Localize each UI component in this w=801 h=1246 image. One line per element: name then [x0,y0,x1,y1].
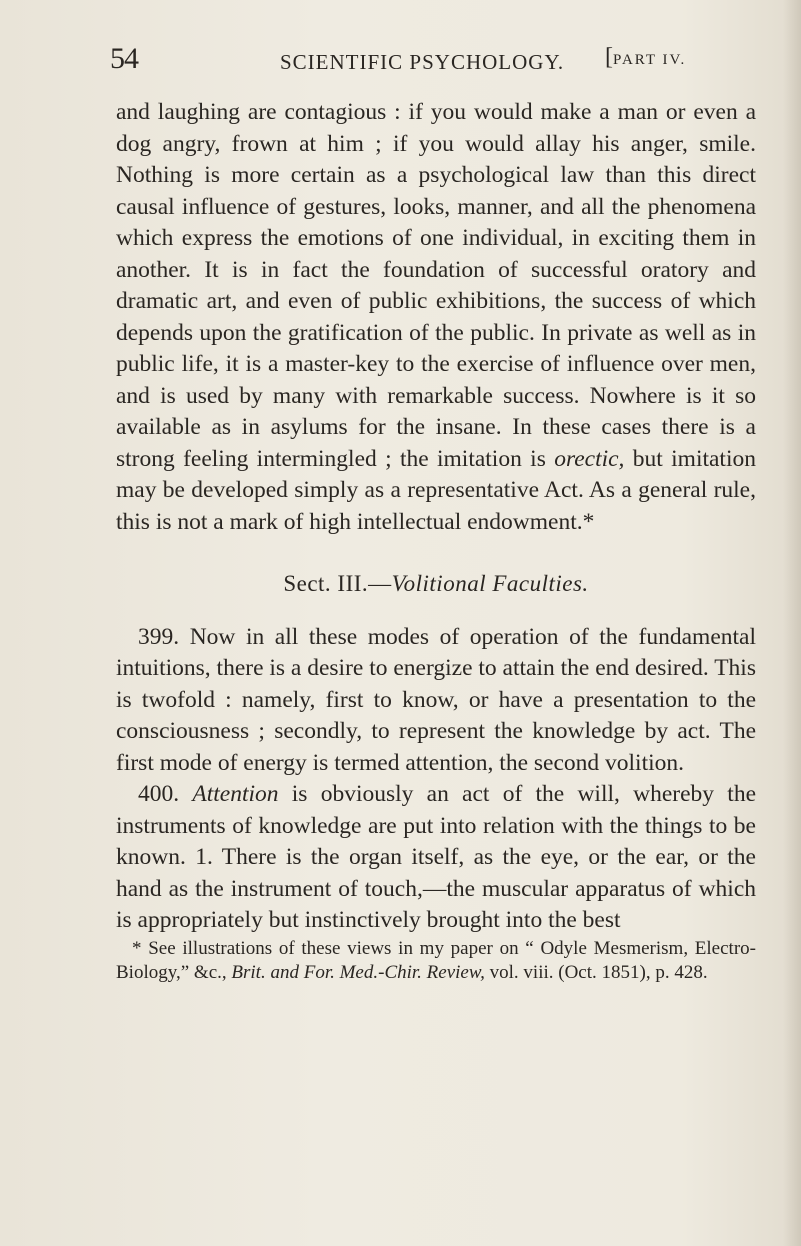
footnote-text-1: * See illustrations of these views in my paper on “ Odyle Mesmerism, Electro-Biology,” &c., [116,937,756,983]
part-label [605,44,686,71]
section-label: Sect. III.— [283,571,392,596]
para-400-number: 400. [138,781,193,807]
para-cont-text-2: but imitation may be developed simply as a representative Act. As a general rule, this is not a mark of high intellectual endowment.* [116,445,756,535]
para-cont-text-1: and laughing are contagious : if you would make a man or even a dog angry, frown at him ; if you would allay his anger, smile. Nothing is more certain as a psychological law than this direct causal influence of gestures, looks, manner, and all the phenomena which express the emotions of one individual, in exciting them in another. It is in fact the foundation of successful oratory and dramatic art, and even of public exhibitions, the success of which depends upon the gratification of the public. In private as well as in public life, it is a master-key to the exercise of influence over men, and is used by many with remarkable success. Nowhere is it so available as in asylums for the insane. In these cases there is a strong feeling intermingled ; the imitation is [116,99,756,472]
paragraph-399: 399. Now in all these modes of operation of the fundamental intuitions, there is a desire to energize to attain the end desired. This is twofold : namely, first to know, or have a presentation to the consciousness ; secondly, to represent the knowledge by act. The first mode of energy is termed attention, the second volition. [116,623,756,776]
part-label-text: PART IV. [613,52,687,68]
footnote-text-2: vol. viii. (Oct. 1851), p. 428. [484,962,708,983]
para-400-emphasis: Attention [192,781,279,807]
para-cont-emphasis: orectic, [554,445,625,472]
footnote [116,937,756,986]
running-title: SCIENTIFIC PSYCHOLOGY. [280,50,565,74]
part-bracket: [ [605,44,613,70]
section-heading [116,568,756,600]
paragraph-continued [116,97,756,538]
footnote-citation: Brit. and For. Med.-Chir. Review, [231,962,485,983]
paragraph-400 [116,779,756,937]
page-header [110,42,760,82]
page-edge-shadow [783,0,801,1246]
page-number: 54 [110,42,138,75]
body-text [116,97,756,986]
section-title: Volitional Faculties. [391,571,589,596]
para-400-text: is obviously an act of the will, whereby the instruments of knowledge are put into relation with the things to be known. 1. There is the organ itself, as the eye, or the ear, or the hand as the instrument of touch,—the muscular apparatus of which is appropriately but instinctively brought into the best [116,781,756,933]
